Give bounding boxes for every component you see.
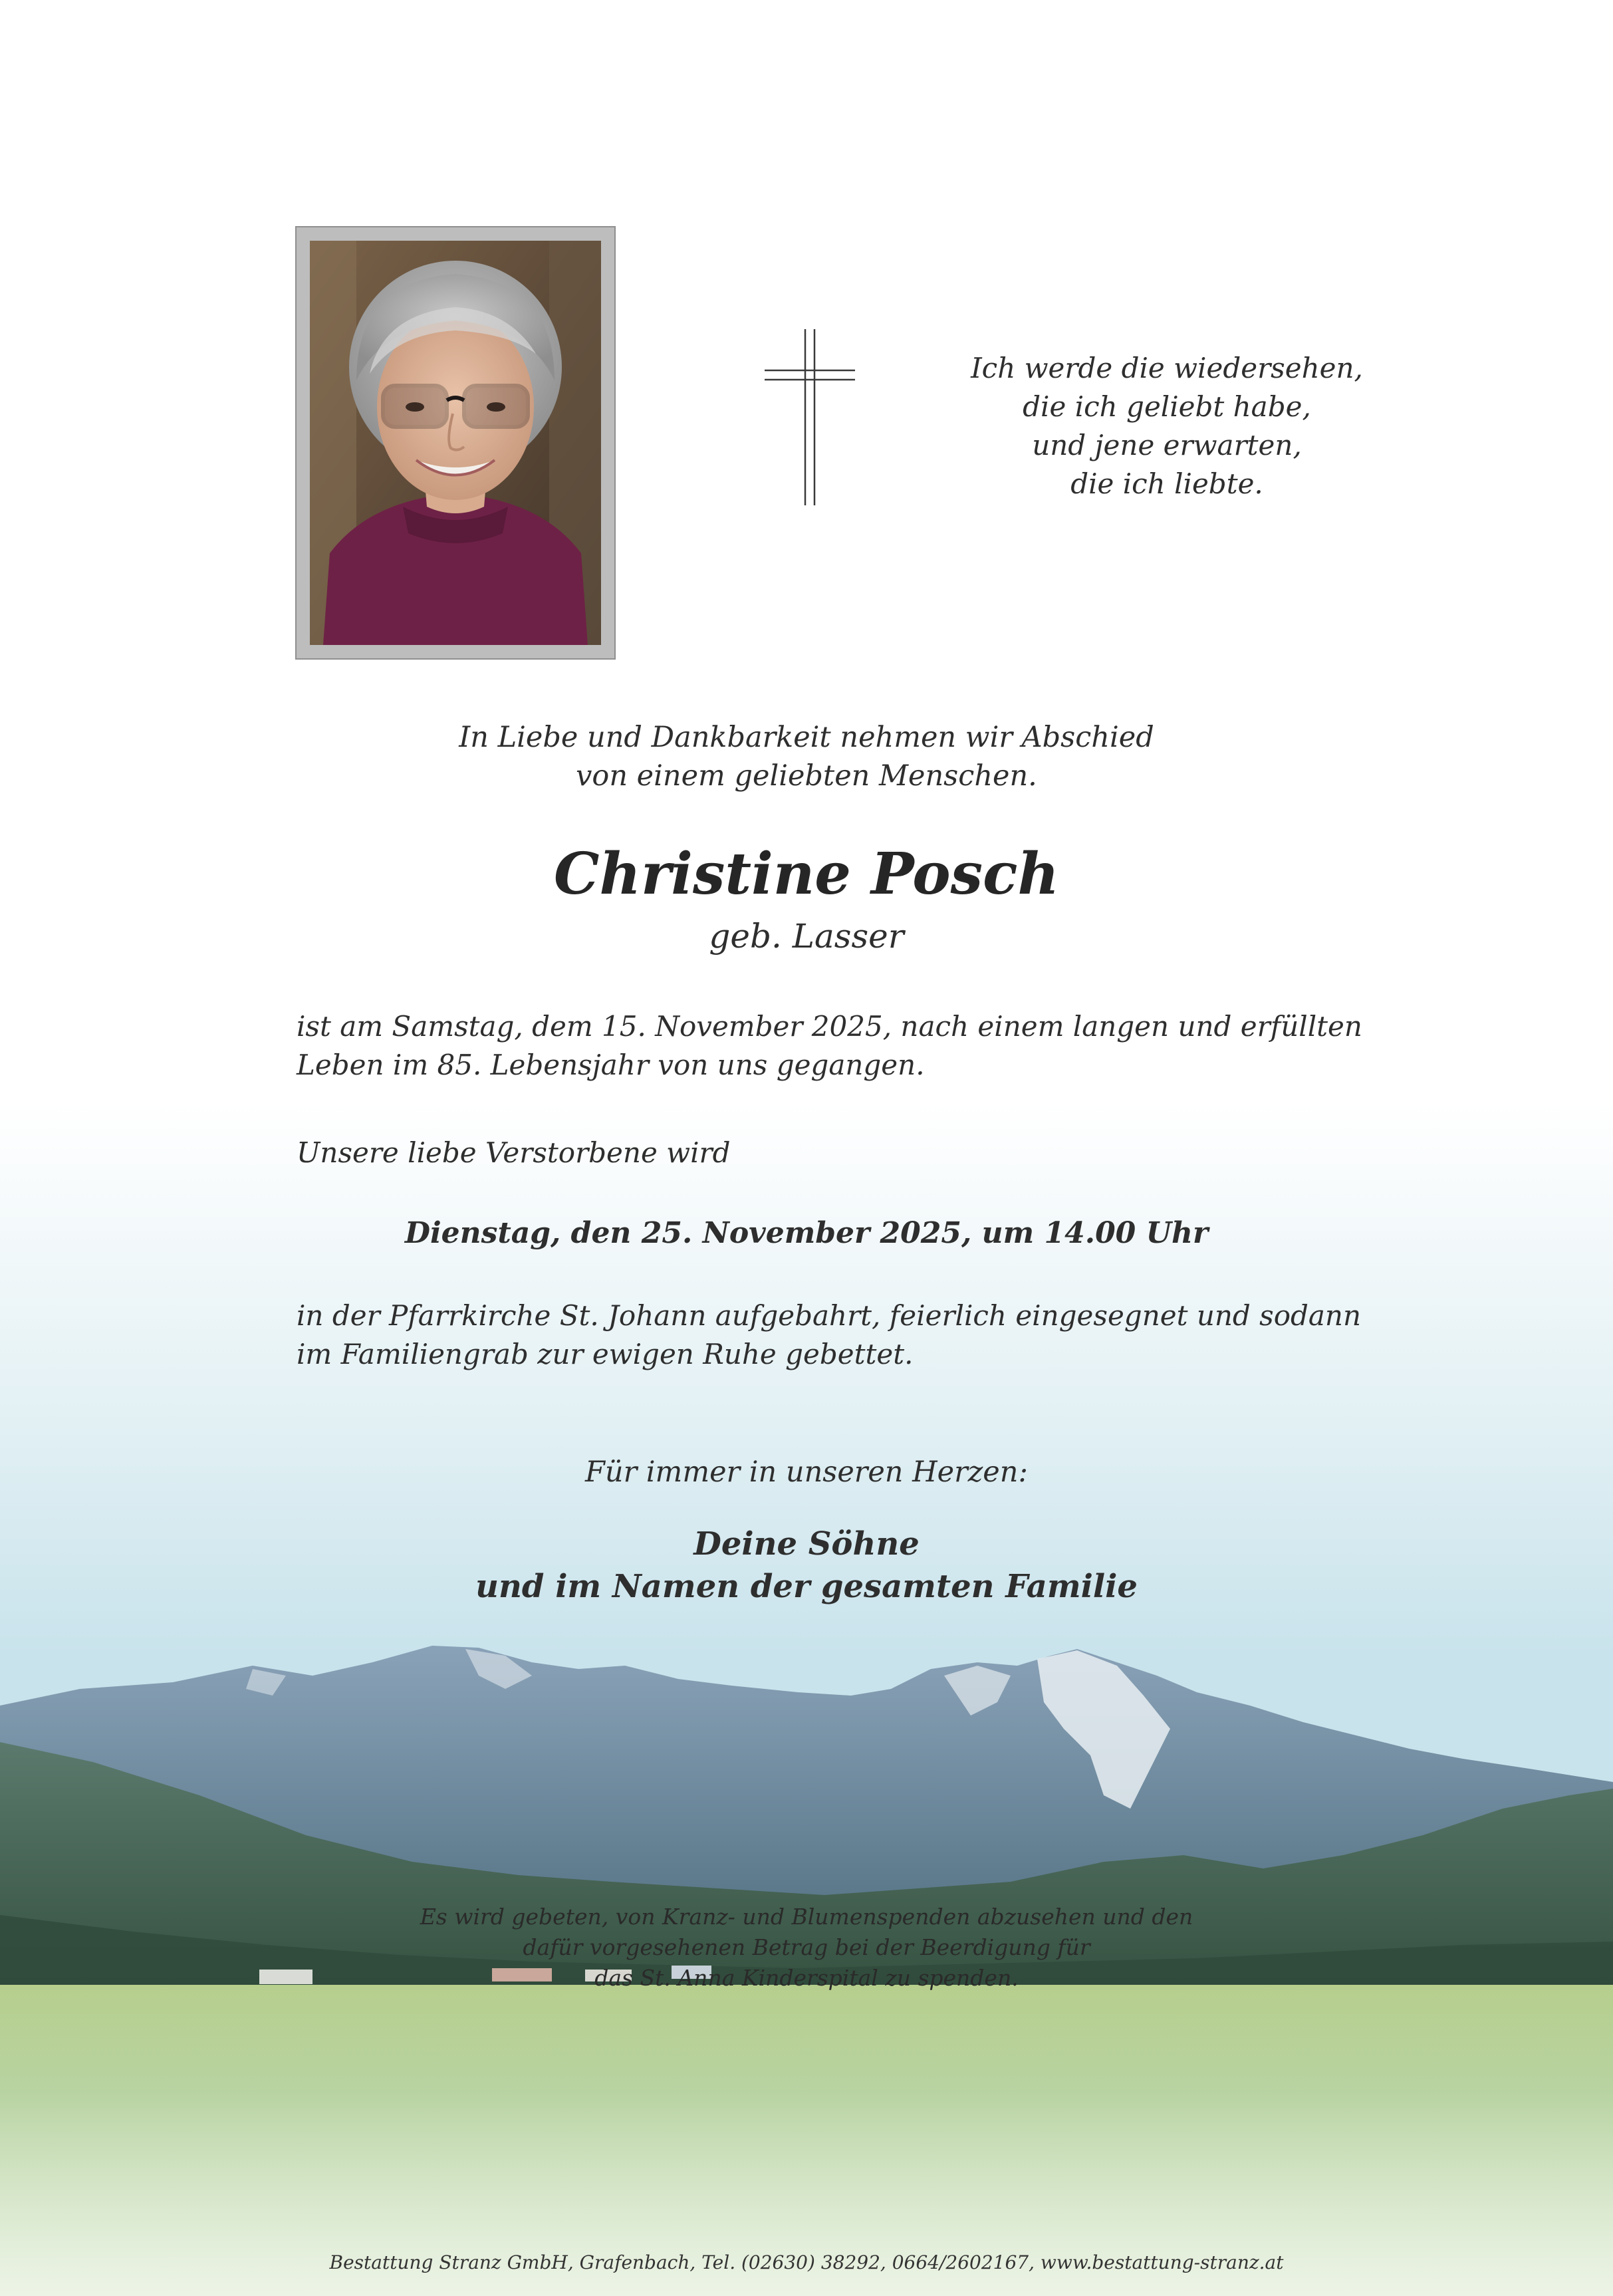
- quote-line: die ich geliebt habe,: [1023, 390, 1311, 423]
- intro-line: von einem geliebten Menschen.: [576, 759, 1037, 793]
- funeral-detail-line: im Familiengrab zur ewigen Ruhe gebettet.: [297, 1338, 914, 1370]
- quote-line: Ich werde die wiedersehen,: [971, 352, 1363, 384]
- donation-line: Es wird gebeten, von Kranz- und Blumenspenden abzusehen und den: [420, 1904, 1193, 1930]
- funeral-details: [297, 1297, 1362, 1374]
- farewell-intro: [0, 718, 1613, 795]
- quote-line: die ich liebte.: [1070, 467, 1263, 500]
- death-announcement: [297, 1007, 1362, 1084]
- intro-line: In Liebe und Dankbarkeit nehmen wir Abschied: [459, 721, 1154, 754]
- donation-line: das St. Anna Kinderspital zu spenden.: [594, 1965, 1019, 1991]
- funeral-intro: Unsere liebe Verstorbene wird: [297, 1136, 731, 1169]
- funeral-datetime: Dienstag, den 25. November 2025, um 14.00 Uhr: [404, 1216, 1209, 1250]
- quote-line: und jene erwarten,: [1032, 429, 1302, 461]
- maiden-name: geb. Lasser: [709, 917, 904, 956]
- portrait-frame: [295, 226, 616, 660]
- announcement-line: Leben im 85. Lebensjahr von uns gegangen.: [297, 1049, 925, 1081]
- portrait-photo: [310, 241, 601, 645]
- family-signature: [0, 1523, 1613, 1608]
- funeral-detail-line: in der Pfarrkirche St. Johann aufgebahrt, feierlich eingesegnet und sodann: [297, 1299, 1362, 1332]
- family-line: und im Namen der gesamten Familie: [475, 1568, 1138, 1605]
- donation-line: dafür vorgesehenen Betrag bei der Beerdigung für: [523, 1934, 1090, 1960]
- cross-icon: [765, 329, 855, 505]
- donation-request: [0, 1902, 1613, 1993]
- forever-in-hearts: Für immer in unseren Herzen:: [585, 1456, 1028, 1489]
- memorial-quote: [944, 349, 1390, 503]
- deceased-name: Christine Posch: [554, 840, 1059, 908]
- announcement-line: ist am Samstag, dem 15. November 2025, nach einem langen und erfüllten: [297, 1010, 1362, 1043]
- funeral-home-footer: Bestattung Stranz GmbH, Grafenbach, Tel. (02630) 38292, 0664/2602167, www.bestattung-stranz.at: [329, 2251, 1284, 2273]
- family-line: Deine Söhne: [693, 1525, 920, 1563]
